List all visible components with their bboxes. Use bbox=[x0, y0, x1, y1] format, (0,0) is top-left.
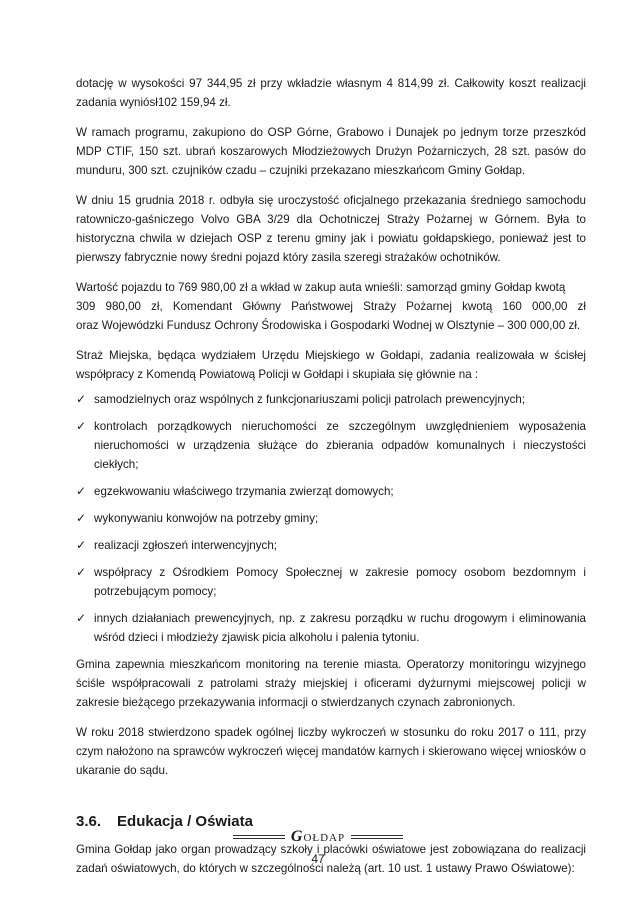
list-item: ✓ wykonywaniu konwojów na potrzeby gminy; bbox=[76, 509, 586, 528]
section-title: Edukacja / Oświata bbox=[117, 813, 253, 830]
checkmark-icon: ✓ bbox=[76, 565, 87, 579]
city-guard-task-list bbox=[76, 390, 586, 647]
list-item: ✓ współpracy z Ośrodkiem Pomocy Społecznej w zakresie pomocy osobom bezdomnym i potrzebującym pomocy; bbox=[76, 565, 586, 598]
page-content bbox=[76, 74, 586, 889]
list-item: ✓ realizacji zgłoszeń interwencyjnych; bbox=[76, 536, 586, 555]
vehicle-cost-line-2: 309 980,00 zł, Komendant Główny Państwowej Straży Pożarnej kwotą 160 000,00 zł bbox=[76, 300, 586, 313]
list-item: ✓ samodzielnych oraz wspólnych z funkcjonariuszami policji patrolach prewencyjnych; bbox=[76, 390, 586, 409]
footer-rule-left bbox=[233, 835, 285, 839]
checkmark-icon: ✓ bbox=[76, 511, 87, 525]
page-footer bbox=[0, 828, 636, 866]
checkmark-icon: ✓ bbox=[76, 392, 87, 406]
vehicle-cost-line-1: Wartość pojazdu to 769 980,00 zł a wkład w zakup auta wnieśli: samorząd gminy Gołdap kwotą bbox=[76, 281, 566, 294]
paragraph-funding: dotację w wysokości 97 344,95 zł przy wkładzie własnym 4 814,99 zł. Całkowity koszt realizacji zadania wyniósł102 159,94 zł. bbox=[76, 77, 586, 109]
paragraph-city-guard: Straż Miejska, będąca wydziałem Urzędu Miejskiego w Gołdapi, zadania realizowała w ścisłej współpracy z Komendą Powiatową Policji w Gołdapi i skupiała się głównie na : bbox=[76, 349, 586, 381]
paragraph-program-purchases: W ramach programu, zakupiono do OSP Górne, Grabowo i Dunajek po jednym torze przeszkód MDP CTIF, 150 szt. ubrań koszarowych Młodzieżowych Drużyn Pożarniczych, 28 szt. pasów do munduru, 300 szt. czujników czadu – czujniki przekazano mieszkańcom Gminy Gołdap. bbox=[76, 126, 586, 177]
goldap-logo: GOŁDAP bbox=[290, 828, 346, 845]
vehicle-cost-line-3: oraz Wojewódzki Fundusz Ochrony Środowiska i Gospodarki Wodnej w Olsztynie – 300 000,00 zł. bbox=[76, 319, 581, 332]
footer-rule-right bbox=[351, 835, 403, 839]
footer-logo bbox=[0, 828, 636, 846]
list-item: ✓ innych działaniach prewencyjnych, np. z zakresu porządku w ruchu drogowym i eliminowania wśród dzieci i młodzieży zjawisk picia alkoholu i palenia tytoniu. bbox=[76, 611, 586, 644]
list-item: ✓ egzekwowaniu właściwego trzymania zwierząt domowych; bbox=[76, 482, 586, 501]
checkmark-icon: ✓ bbox=[76, 538, 87, 552]
page-number: 47 bbox=[311, 852, 325, 866]
section-number: 3.6. bbox=[76, 813, 102, 830]
paragraph-offences: W roku 2018 stwierdzono spadek ogólnej liczby wykroczeń w stosunku do roku 2017 o 111, przy czym nałożono na sprawców wykroczeń więcej mandatów karnych i skierowano więcej wniosków o ukaranie do sądu. bbox=[76, 726, 586, 777]
paragraph-vehicle-ceremony: W dniu 15 grudnia 2018 r. odbyła się uroczystość oficjalnego przekazania średniego samochodu ratowniczo-gaśniczego Volvo GBA 3/29 dla Ochotniczej Straży Pożarnej w Górnem. Była to historyczna chwila w dziejach OSP z terenu gminy jak i powiatu gołdapskiego, ponieważ jest to pierwszy fabrycznie nowy średni pojazd który zasila szeregi strażaków ochotników. bbox=[76, 194, 586, 264]
paragraph-vehicle-cost bbox=[76, 278, 586, 335]
checkmark-icon: ✓ bbox=[76, 611, 87, 625]
checkmark-icon: ✓ bbox=[76, 419, 87, 433]
paragraph-monitoring: Gmina zapewnia mieszkańcom monitoring na terenie miasta. Operatorzy monitoringu wizyjnego ściśle współpracowali z patrolami straży miejskiej i oficerami dyżurnymi miejscowej policji w zakresie bieżącego przekazywania informacji o stwierdzanych czynach zabronionych. bbox=[76, 658, 586, 709]
paragraph-education: Gmina Gołdap jako organ prowadzący szkoły i placówki oświatowe jest zobowiązana do realizacji zadań oświatowych, do których w szczególności należą (art. 10 ust. 1 ustawy Prawo Oświatowe): bbox=[76, 843, 586, 875]
checkmark-icon: ✓ bbox=[76, 484, 87, 498]
list-item: ✓ kontrolach porządkowych nieruchomości ze szczególnym uwzględnieniem wyposażenia nieruchomości w urządzenia służące do zbierania odpadów komunalnych i nieczystości ciekłych; bbox=[76, 419, 586, 471]
